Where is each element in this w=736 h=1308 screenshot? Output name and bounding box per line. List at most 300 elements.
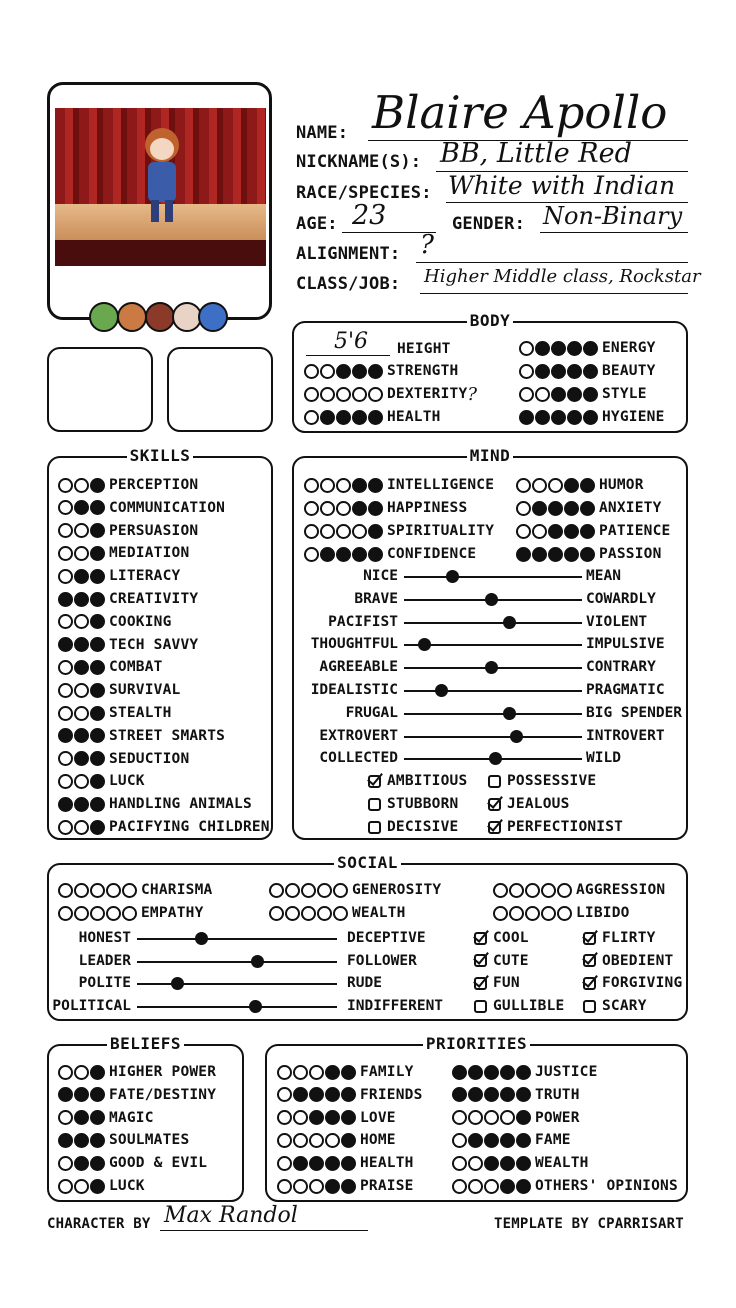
rating-dot[interactable] [516, 1179, 531, 1194]
checkbox[interactable] [583, 977, 596, 990]
rating-dot[interactable] [74, 751, 89, 766]
rating-dot[interactable] [336, 478, 351, 493]
rating-dot[interactable] [304, 410, 319, 425]
rating-dot[interactable] [548, 547, 563, 562]
rating-dot[interactable] [541, 906, 556, 921]
rating-dot[interactable] [320, 547, 335, 562]
rating-dot[interactable] [493, 906, 508, 921]
rating-dot[interactable] [516, 1133, 531, 1148]
rating-dot[interactable] [304, 524, 319, 539]
rating-dot[interactable] [277, 1133, 292, 1148]
rating-dot[interactable] [58, 478, 73, 493]
rating-dot[interactable] [74, 614, 89, 629]
rating-dot[interactable] [564, 478, 579, 493]
rating-dot[interactable] [525, 906, 540, 921]
trait-checkbox[interactable] [474, 995, 564, 1017]
checkbox-label: AMBITIOUS [387, 773, 468, 789]
rating-dot[interactable] [285, 906, 300, 921]
rating-dot[interactable] [90, 797, 105, 812]
rating-dot[interactable] [58, 820, 73, 835]
rating-dot[interactable] [484, 1110, 499, 1125]
rating-label: AGGRESSION [576, 882, 666, 898]
trait-checkbox[interactable] [488, 770, 596, 792]
rating-dot[interactable] [90, 774, 105, 789]
checkbox[interactable] [474, 932, 487, 945]
rating-dot[interactable] [317, 906, 332, 921]
rating-dot[interactable] [567, 364, 582, 379]
rating-dot[interactable] [325, 1087, 340, 1102]
rating-dot[interactable] [336, 364, 351, 379]
trait-checkbox[interactable] [474, 972, 520, 994]
rating-dot[interactable] [500, 1065, 515, 1080]
rating-dot[interactable] [74, 906, 89, 921]
rating-dot[interactable] [368, 501, 383, 516]
rating-dot[interactable] [74, 637, 89, 652]
rating-dot[interactable] [564, 524, 579, 539]
slider-knob[interactable] [503, 616, 516, 629]
rating-dot[interactable] [309, 1065, 324, 1080]
trait-checkbox[interactable] [583, 950, 673, 972]
rating-dot[interactable] [484, 1179, 499, 1194]
rating-dot[interactable] [58, 569, 73, 584]
rating-dot[interactable] [516, 547, 531, 562]
rating-dot[interactable] [74, 683, 89, 698]
rating-dot[interactable] [320, 478, 335, 493]
rating-dot[interactable] [90, 683, 105, 698]
slider-track[interactable] [404, 622, 582, 624]
character-portrait [55, 108, 266, 266]
rating-dot[interactable] [516, 1087, 531, 1102]
rating-dots [277, 1179, 356, 1194]
rating-dot[interactable] [58, 614, 73, 629]
rating-dot[interactable] [336, 410, 351, 425]
slider-track[interactable] [404, 644, 582, 646]
checkbox[interactable] [488, 798, 501, 811]
rating-dot[interactable] [352, 478, 367, 493]
rating-dot[interactable] [74, 500, 89, 515]
rating-dot[interactable] [304, 547, 319, 562]
rating-label: HYGIENE [602, 409, 665, 425]
rating-dot[interactable] [58, 660, 73, 675]
slider-track[interactable] [404, 713, 582, 715]
rating-dot[interactable] [336, 387, 351, 402]
rating-dot[interactable] [341, 1179, 356, 1194]
rating-dot[interactable] [304, 364, 319, 379]
rating-dot[interactable] [583, 364, 598, 379]
checkbox[interactable] [488, 775, 501, 788]
rating-dot[interactable] [564, 501, 579, 516]
rating-dot[interactable] [58, 1179, 73, 1194]
rating-dot[interactable] [580, 524, 595, 539]
rating-dot[interactable] [368, 387, 383, 402]
rating-dot[interactable] [352, 501, 367, 516]
rating-dot[interactable] [58, 906, 73, 921]
slider-knob[interactable] [251, 955, 264, 968]
rating-dot[interactable] [309, 1179, 324, 1194]
trait-checkbox[interactable] [368, 793, 458, 815]
rating-dot[interactable] [516, 524, 531, 539]
rating-dot[interactable] [293, 1065, 308, 1080]
rating-dot[interactable] [500, 1110, 515, 1125]
rating-dot[interactable] [352, 547, 367, 562]
rating-dot[interactable] [58, 523, 73, 538]
skill-row [58, 770, 145, 792]
rating-dot[interactable] [58, 774, 73, 789]
rating-dot[interactable] [368, 547, 383, 562]
rating-dot[interactable] [74, 478, 89, 493]
rating-dot[interactable] [269, 883, 284, 898]
rating-dot[interactable] [336, 524, 351, 539]
rating-dot[interactable] [309, 1087, 324, 1102]
slider-knob[interactable] [485, 593, 498, 606]
rating-dot[interactable] [269, 906, 284, 921]
rating-dot[interactable] [74, 546, 89, 561]
checkbox[interactable] [368, 775, 381, 788]
rating-dot[interactable] [509, 906, 524, 921]
rating-dot[interactable] [58, 500, 73, 515]
rating-dot[interactable] [58, 728, 73, 743]
rating-dot[interactable] [368, 524, 383, 539]
rating-dot[interactable] [58, 637, 73, 652]
trait-checkbox[interactable] [583, 972, 682, 994]
trait-checkbox[interactable] [474, 950, 529, 972]
rating-dot[interactable] [74, 1065, 89, 1080]
slider-knob[interactable] [489, 752, 502, 765]
rating-dot[interactable] [519, 364, 534, 379]
checkbox[interactable] [583, 1000, 596, 1013]
trait-checkbox[interactable] [488, 816, 623, 838]
rating-dot[interactable] [532, 501, 547, 516]
rating-dots [452, 1156, 531, 1171]
rating-dot[interactable] [58, 797, 73, 812]
slider-knob[interactable] [195, 932, 208, 945]
rating-dot[interactable] [293, 1110, 308, 1125]
rating-dot[interactable] [74, 1133, 89, 1148]
rating-dot[interactable] [516, 1156, 531, 1171]
rating-dot[interactable] [352, 364, 367, 379]
rating-dot[interactable] [90, 751, 105, 766]
rating-dot[interactable] [341, 1133, 356, 1148]
rating-dot[interactable] [325, 1133, 340, 1148]
rating-dot[interactable] [74, 1179, 89, 1194]
rating-dot[interactable] [293, 1179, 308, 1194]
rating-dot[interactable] [325, 1065, 340, 1080]
checkbox[interactable] [583, 954, 596, 967]
rating-dot[interactable] [58, 706, 73, 721]
rating-dot[interactable] [74, 883, 89, 898]
rating-dot[interactable] [452, 1087, 467, 1102]
rating-dot[interactable] [58, 546, 73, 561]
rating-label: LUCK [109, 1178, 145, 1194]
rating-dot[interactable] [74, 820, 89, 835]
rating-dot[interactable] [122, 906, 137, 921]
rating-dot[interactable] [452, 1133, 467, 1148]
rating-dot[interactable] [325, 1110, 340, 1125]
rating-dot[interactable] [74, 660, 89, 675]
rating-dot[interactable] [525, 883, 540, 898]
rating-dot[interactable] [90, 820, 105, 835]
rating-dot[interactable] [580, 478, 595, 493]
rating-dot[interactable] [90, 523, 105, 538]
rating-dot[interactable] [58, 1087, 73, 1102]
rating-dot[interactable] [519, 387, 534, 402]
rating-dot[interactable] [368, 478, 383, 493]
rating-dot[interactable] [519, 410, 534, 425]
rating-dot[interactable] [333, 883, 348, 898]
rating-dot[interactable] [293, 1133, 308, 1148]
rating-dot[interactable] [58, 883, 73, 898]
rating-dot[interactable] [452, 1065, 467, 1080]
belief-row [58, 1084, 216, 1106]
rating-dot[interactable] [90, 728, 105, 743]
rating-dot[interactable] [500, 1133, 515, 1148]
rating-dot[interactable] [341, 1065, 356, 1080]
rating-dot[interactable] [58, 1156, 73, 1171]
rating-dot[interactable] [541, 883, 556, 898]
rating-dot[interactable] [122, 883, 137, 898]
rating-dot[interactable] [90, 906, 105, 921]
rating-dot[interactable] [90, 637, 105, 652]
rating-dots [304, 547, 383, 562]
rating-label: INTELLIGENCE [387, 477, 495, 493]
rating-dot[interactable] [58, 683, 73, 698]
rating-dot[interactable] [567, 341, 582, 356]
rating-dot[interactable] [551, 364, 566, 379]
rating-dots [516, 524, 595, 539]
rating-dot[interactable] [500, 1087, 515, 1102]
rating-dot[interactable] [548, 501, 563, 516]
rating-dot[interactable] [509, 883, 524, 898]
slider-track[interactable] [404, 576, 582, 578]
rating-dot[interactable] [277, 1156, 292, 1171]
rating-dot[interactable] [74, 706, 89, 721]
rating-dot[interactable] [557, 906, 572, 921]
slider-knob[interactable] [418, 638, 431, 651]
slider-track[interactable] [137, 961, 337, 963]
rating-dot[interactable] [468, 1179, 483, 1194]
rating-label: JUSTICE [535, 1064, 598, 1080]
rating-dot[interactable] [516, 478, 531, 493]
rating-dot[interactable] [551, 341, 566, 356]
rating-dot[interactable] [90, 1065, 105, 1080]
checkbox[interactable] [474, 954, 487, 967]
rating-dot[interactable] [90, 1156, 105, 1171]
rating-dot[interactable] [320, 524, 335, 539]
rating-dot[interactable] [535, 364, 550, 379]
rating-dot[interactable] [106, 883, 121, 898]
rating-dot[interactable] [58, 751, 73, 766]
rating-dot[interactable] [90, 1110, 105, 1125]
rating-dot[interactable] [309, 1156, 324, 1171]
rating-dot[interactable] [90, 546, 105, 561]
rating-dot[interactable] [309, 1110, 324, 1125]
rating-dot[interactable] [580, 501, 595, 516]
rating-dot[interactable] [74, 1087, 89, 1102]
belief-row [58, 1152, 207, 1174]
checkbox[interactable] [583, 932, 596, 945]
rating-dot[interactable] [58, 1065, 73, 1080]
rating-dot[interactable] [74, 1110, 89, 1125]
rating-dot[interactable] [320, 387, 335, 402]
slider-knob[interactable] [171, 977, 184, 990]
rating-dot[interactable] [580, 547, 595, 562]
rating-dot[interactable] [90, 478, 105, 493]
rating-dot[interactable] [468, 1065, 483, 1080]
rating-dot[interactable] [500, 1156, 515, 1171]
rating-dot[interactable] [325, 1179, 340, 1194]
rating-dot[interactable] [90, 660, 105, 675]
slider-track[interactable] [137, 983, 337, 985]
rating-dot[interactable] [277, 1087, 292, 1102]
slider-knob[interactable] [485, 661, 498, 674]
slider-knob[interactable] [446, 570, 459, 583]
rating-dot[interactable] [368, 410, 383, 425]
rating-dot[interactable] [301, 906, 316, 921]
slider-track[interactable] [137, 938, 337, 940]
rating-dot[interactable] [551, 410, 566, 425]
trait-checkbox[interactable] [474, 927, 529, 949]
rating-dot[interactable] [341, 1110, 356, 1125]
rating-dot[interactable] [58, 1133, 73, 1148]
trait-checkbox[interactable] [368, 816, 458, 838]
rating-dot[interactable] [567, 410, 582, 425]
rating-dot[interactable] [304, 501, 319, 516]
slider-knob[interactable] [435, 684, 448, 697]
rating-dot[interactable] [304, 387, 319, 402]
rating-dot[interactable] [320, 364, 335, 379]
rating-dot[interactable] [74, 523, 89, 538]
rating-dot[interactable] [341, 1087, 356, 1102]
rating-dot[interactable] [468, 1156, 483, 1171]
slider-knob[interactable] [503, 707, 516, 720]
rating-dot[interactable] [452, 1179, 467, 1194]
rating-dot[interactable] [336, 501, 351, 516]
rating-dot[interactable] [484, 1087, 499, 1102]
rating-dot[interactable] [341, 1156, 356, 1171]
trait-checkbox[interactable] [368, 770, 467, 792]
checkbox[interactable] [474, 1000, 487, 1013]
slider-knob[interactable] [249, 1000, 262, 1013]
rating-dot[interactable] [304, 478, 319, 493]
rating-dot[interactable] [301, 883, 316, 898]
checkbox[interactable] [368, 798, 381, 811]
rating-dot[interactable] [532, 547, 547, 562]
rating-dot[interactable] [58, 592, 73, 607]
rating-dot[interactable] [484, 1156, 499, 1171]
rating-dot[interactable] [484, 1065, 499, 1080]
rating-dot[interactable] [564, 547, 579, 562]
rating-dot[interactable] [74, 774, 89, 789]
rating-dot[interactable] [277, 1179, 292, 1194]
trait-checkbox[interactable] [583, 995, 647, 1017]
rating-dot[interactable] [535, 410, 550, 425]
rating-dot[interactable] [368, 364, 383, 379]
rating-dot[interactable] [535, 341, 550, 356]
checkbox[interactable] [474, 977, 487, 990]
slider-track[interactable] [137, 1006, 337, 1008]
rating-dot[interactable] [336, 547, 351, 562]
rating-dot[interactable] [90, 569, 105, 584]
slider-track[interactable] [404, 690, 582, 692]
rating-dot[interactable] [90, 883, 105, 898]
rating-dot[interactable] [583, 341, 598, 356]
rating-dot[interactable] [293, 1087, 308, 1102]
rating-dot[interactable] [333, 906, 348, 921]
rating-dot[interactable] [548, 478, 563, 493]
rating-dot[interactable] [352, 387, 367, 402]
rating-dot[interactable] [567, 387, 582, 402]
rating-dot[interactable] [90, 500, 105, 515]
rating-dot[interactable] [90, 1087, 105, 1102]
rating-dot[interactable] [320, 501, 335, 516]
rating-dot[interactable] [74, 569, 89, 584]
rating-dot[interactable] [548, 524, 563, 539]
rating-dot[interactable] [500, 1179, 515, 1194]
rating-dot[interactable] [58, 1110, 73, 1125]
rating-dot[interactable] [285, 883, 300, 898]
rating-dot[interactable] [452, 1110, 467, 1125]
rating-dot[interactable] [532, 478, 547, 493]
rating-dot[interactable] [317, 883, 332, 898]
rating-dot[interactable] [583, 387, 598, 402]
checkbox[interactable] [488, 821, 501, 834]
rating-dot[interactable] [90, 1179, 105, 1194]
rating-dot[interactable] [516, 1110, 531, 1125]
rating-dot[interactable] [352, 524, 367, 539]
rating-dot[interactable] [493, 883, 508, 898]
rating-dot[interactable] [468, 1110, 483, 1125]
rating-label: FATE/DESTINY [109, 1086, 217, 1103]
rating-dot[interactable] [516, 1065, 531, 1080]
rating-dot[interactable] [90, 706, 105, 721]
rating-label: DEXTERITY [387, 386, 468, 402]
rating-dot[interactable] [468, 1133, 483, 1148]
trait-checkbox[interactable] [488, 793, 570, 815]
rating-dot[interactable] [320, 410, 335, 425]
rating-dot[interactable] [352, 410, 367, 425]
rating-dot[interactable] [90, 592, 105, 607]
rating-dot[interactable] [74, 728, 89, 743]
rating-dot[interactable] [484, 1133, 499, 1148]
slider-knob[interactable] [510, 730, 523, 743]
rating-dot[interactable] [277, 1065, 292, 1080]
rating-dot[interactable] [557, 883, 572, 898]
slider-track[interactable] [404, 736, 582, 738]
rating-dot[interactable] [309, 1133, 324, 1148]
rating-dot[interactable] [516, 501, 531, 516]
rating-dot[interactable] [535, 387, 550, 402]
rating-dot[interactable] [325, 1156, 340, 1171]
rating-dot[interactable] [90, 1133, 105, 1148]
trait-checkbox[interactable] [583, 927, 656, 949]
rating-dot[interactable] [468, 1087, 483, 1102]
rating-dot[interactable] [583, 410, 598, 425]
rating-dot[interactable] [551, 387, 566, 402]
rating-dot[interactable] [452, 1156, 467, 1171]
rating-dot[interactable] [106, 906, 121, 921]
rating-dot[interactable] [74, 1156, 89, 1171]
checkbox[interactable] [368, 821, 381, 834]
rating-dot[interactable] [519, 341, 534, 356]
mind-stat-row [516, 543, 662, 565]
rating-dot[interactable] [293, 1156, 308, 1171]
rating-dot[interactable] [277, 1110, 292, 1125]
rating-dot[interactable] [532, 524, 547, 539]
rating-dot[interactable] [74, 797, 89, 812]
rating-dot[interactable] [74, 592, 89, 607]
social-title: SOCIAL [334, 853, 401, 872]
rating-dot[interactable] [90, 614, 105, 629]
